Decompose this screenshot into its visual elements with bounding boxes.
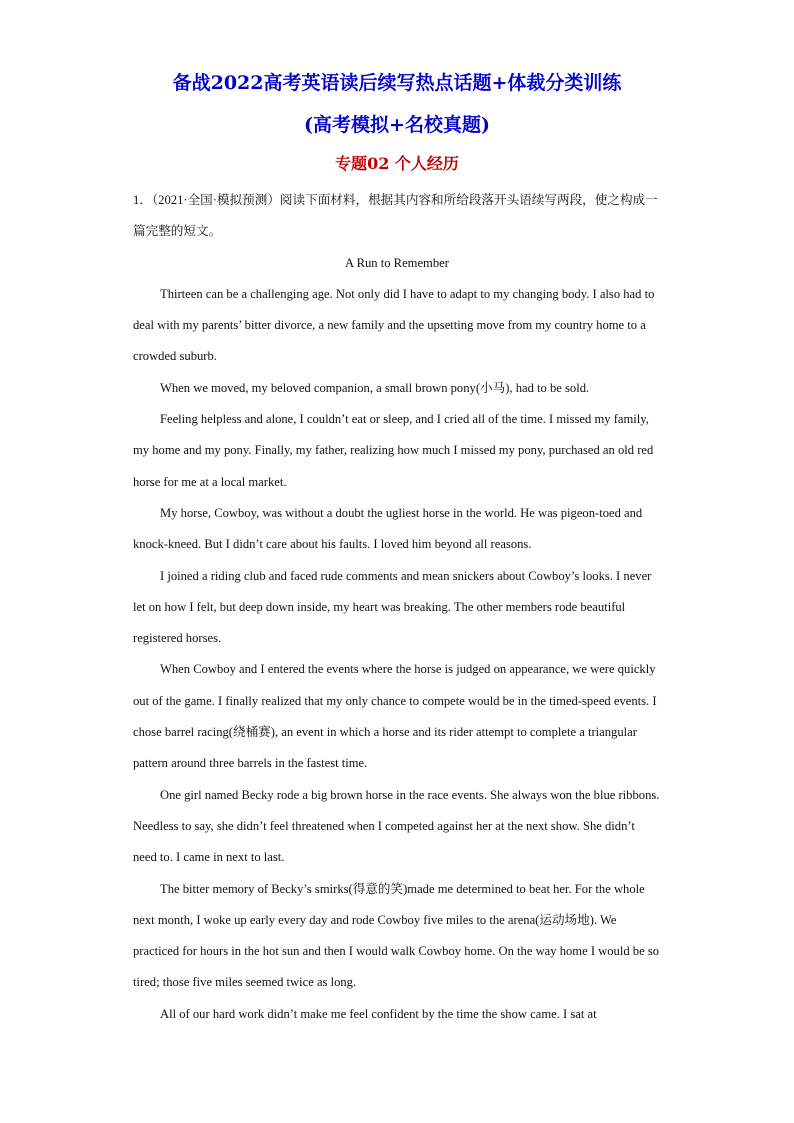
story-paragraph-8: The bitter memory of Becky’s smirks(得意的笑)made me determined to beat her. For the whole next month, I woke up early every day and rode Cowboy five miles to the arena(运动场地). We practiced for hours in the hot sun and then I would walk Cowboy home. On the way home I would be so tired; those five miles seemed twice as long. — [133, 881, 660, 990]
story-paragraph-7: One girl named Becky rode a big brown horse in the race events. She always won the blue ribbons. Needless to say, she didn’t feel threatened when I competed against her at the next show. She didn’t need to. I came in next to last. — [133, 787, 660, 865]
story-paragraph-4: My horse, Cowboy, was without a doubt the ugliest horse in the world. He was pigeon-toed and knock-kneed. But I didn’t care about his faults. I loved him beyond all reasons. — [133, 505, 643, 552]
story-paragraph-6: When Cowboy and I entered the events where the horse is judged on appearance, we were quickly out of the game. I finally realized that my only chance to compete would be in the timed-speed events. I chose barrel racing(绕桶赛), an event in which a horse and its rider attempt to complete a triangular pattern around three barrels in the fastest time. — [133, 662, 657, 771]
question-instruction: 1．（2021·全国·模拟预测）阅读下面材料，根据其内容和所给段落开头语续写两段，使之构成一篇完整的短文。 — [133, 193, 658, 239]
story-title: A Run to Remember — [345, 255, 449, 270]
story-paragraph-3: Feeling helpless and alone, I couldn’t eat or sleep, and I cried all of the time. I missed my family, my home and my pony. Finally, my father, realizing how much I missed my pony, purchased an old red horse for me at a local market. — [133, 412, 654, 489]
document-body — [133, 185, 661, 1030]
story-paragraph-2: When we moved, my beloved companion, a small brown pony(小马), had to be sold. — [160, 380, 590, 395]
story-paragraph-1: Thirteen can be a challenging age. Not only did I have to adapt to my changing body. I also had to deal with my parents’ bitter divorce, a new family and the upsetting move from my country home to a crowded suburb. — [133, 286, 655, 364]
document-title-line1: 备战2022高考英语读后续写热点话题+体裁分类训练 — [172, 72, 622, 94]
story-paragraph-5: I joined a riding club and faced rude comments and mean snickers about Cowboy’s looks. I never let on how I felt, but deep down inside, my heart was breaking. The other members rode beautiful registered horses. — [133, 568, 652, 646]
story-paragraph-9: All of our hard work didn’t make me feel confident by the time the show came. I sat at — [160, 1006, 597, 1021]
document-title-line2: (高考模拟+名校真题) — [304, 114, 490, 136]
topic-subtitle: 专题02 个人经历 — [335, 154, 459, 173]
